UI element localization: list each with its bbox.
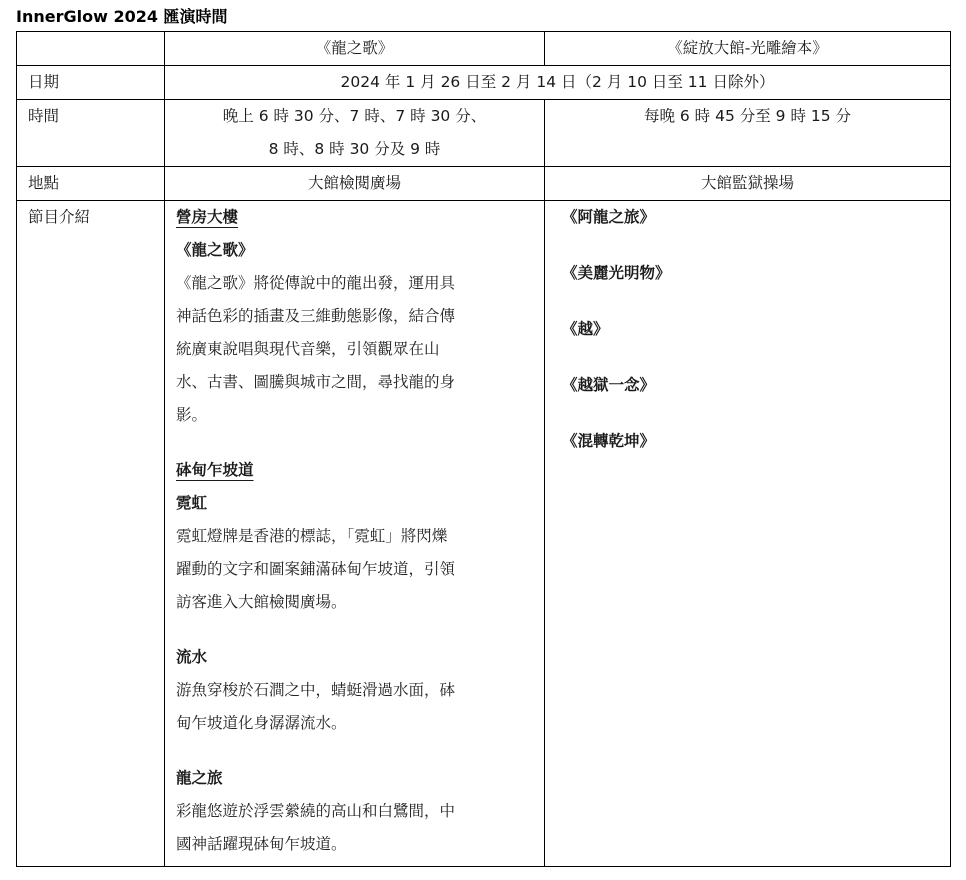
item-desc-line: 統廣東說唱與現代音樂，引領觀眾在山 (176, 340, 440, 358)
table-row-programme (17, 201, 951, 867)
schedule-table (16, 31, 951, 867)
item-desc-line: 彩龍悠遊於浮雲縈繞的高山和白鷺間，中 (176, 802, 456, 820)
programme-bloom-tai-kwun (545, 201, 951, 867)
item-desc-line: 訪客進入大館檢閱廣場。 (176, 593, 347, 611)
item-desc-line: 神話色彩的插畫及三維動態影像，結合傳 (176, 307, 456, 325)
item-title: 流水 (176, 648, 208, 666)
programme-section-barrack-block (176, 201, 534, 432)
date-value: 2024 年 1 月 26 日至 2 月 14 日（2 月 10 日至 11 日除外） (165, 66, 951, 100)
item-desc-line: 霓虹燈牌是香港的標誌，「霓虹」將閃爍 (176, 527, 448, 545)
row-label-programme: 節目介紹 (17, 201, 165, 867)
programme-title: 《混轉乾坤》 (562, 432, 656, 450)
programme-item-dragon-journey (176, 762, 534, 861)
table-row-date (17, 66, 951, 100)
item-desc-line: 國神話躍現砵甸乍坡道。 (176, 835, 347, 853)
location-dragon-song: 大館檢閱廣場 (165, 167, 545, 201)
item-desc-line: 《龍之歌》將從傳說中的龍出發，運用具 (176, 274, 456, 292)
programme-title: 《越》 (562, 320, 609, 338)
row-label-time: 時間 (17, 100, 165, 167)
item-desc-line: 甸乍坡道化身潺潺流水。 (176, 714, 347, 732)
section-heading: 砵甸乍坡道 (176, 461, 254, 479)
row-label-location: 地點 (17, 167, 165, 201)
table-row-time (17, 100, 951, 167)
time-line-1: 晚上 6 時 30 分、7 時、7 時 30 分、 (222, 107, 487, 125)
programme-item-flowing-water (176, 641, 534, 740)
table-header-row (17, 32, 951, 66)
item-title: 霓虹 (176, 494, 208, 512)
item-title: 《龍之歌》 (176, 241, 254, 259)
programme-dragon-song (165, 201, 545, 867)
item-desc-line: 水、古書、圖騰與城市之間，尋找龍的身 (176, 373, 456, 391)
time-line-2: 8 時、8 時 30 分及 9 時 (268, 140, 441, 158)
header-blank-cell (17, 32, 165, 66)
location-bloom-tai-kwun: 大館監獄操場 (545, 167, 951, 201)
item-desc-line: 游魚穿梭於石澗之中，蜻蜓滑過水面，砵 (176, 681, 456, 699)
time-bloom-tai-kwun: 每晚 6 時 45 分至 9 時 15 分 (545, 100, 951, 167)
time-dragon-song (165, 100, 545, 167)
row-label-date: 日期 (17, 66, 165, 100)
item-title: 龍之旅 (176, 769, 223, 787)
programme-section-pottinger-street (176, 454, 534, 619)
item-desc-line: 影。 (176, 406, 208, 424)
header-dragon-song: 《龍之歌》 (165, 32, 545, 66)
programme-title: 《美麗光明物》 (562, 264, 671, 282)
header-bloom-tai-kwun: 《綻放大館-光雕繪本》 (545, 32, 951, 66)
item-desc-line: 躍動的文字和圖案鋪滿砵甸乍坡道，引領 (176, 560, 456, 578)
section-heading: 營房大樓 (176, 208, 239, 226)
programme-title: 《越獄一念》 (562, 376, 656, 394)
table-row-location (17, 167, 951, 201)
programme-title: 《阿龍之旅》 (562, 208, 656, 226)
document-title: InnerGlow 2024 匯演時間 (16, 7, 228, 26)
